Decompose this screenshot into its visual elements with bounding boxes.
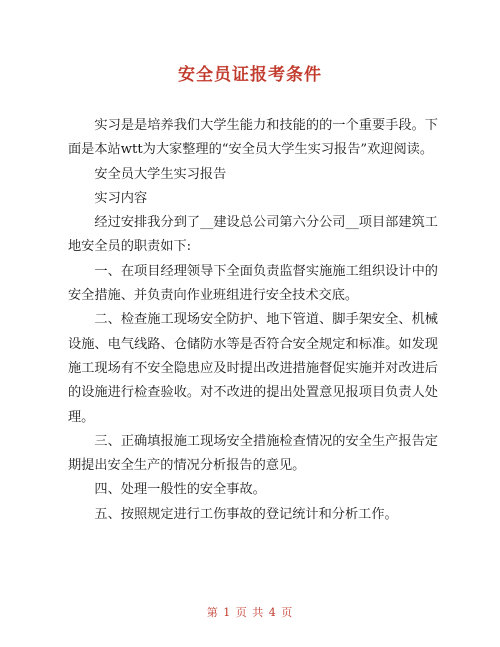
paragraph-duty-5: 五、按照规定进行工伤事故的登记统计和分析工作。: [94, 506, 398, 522]
paragraph-duty-4: 四、处理一般性的安全事故。: [94, 482, 266, 498]
paragraph-assignment: 经过安排我分到了__建设总公司第六分公司__项目部建筑工地安全员的职责如下:: [68, 215, 438, 255]
paragraph-duty-1: 一、在项目经理领导下全面负责监督实施施工组织设计中的安全措施、并负责向作业班组进行安全技术交底。: [68, 263, 438, 304]
page-number-footer: 第 1 页 共 4 页: [206, 606, 294, 619]
paragraph-report-title: 安全员大学生实习报告: [94, 166, 227, 182]
paragraph-intro: 实习是是培养我们大学生能力和技能的的一个重要手段。下面是本站wtt为大家整理的“安全员大学生实习报告”欢迎阅读。: [68, 118, 438, 158]
document-title: 安全员证报考条件: [178, 65, 322, 85]
paragraph-section-heading: 实习内容: [94, 190, 148, 206]
document-body: [68, 114, 438, 527]
paragraph-duty-2: 二、检查施工现场安全防护、地下管道、脚手架安全、机械设施、电气线路、仓储防水等是否符合安全规定和标准。如发现施工现场有不安全隐患应及时提出改进措施督促实施并对改进后的设施进行检查验收。对不改进的提出处置意见报项目负责人处理。: [68, 312, 438, 425]
paragraph-duty-3: 三、正确填报施工现场安全措施检查情况的安全生产报告定期提出安全生产的情况分析报告的意见。: [68, 433, 438, 474]
